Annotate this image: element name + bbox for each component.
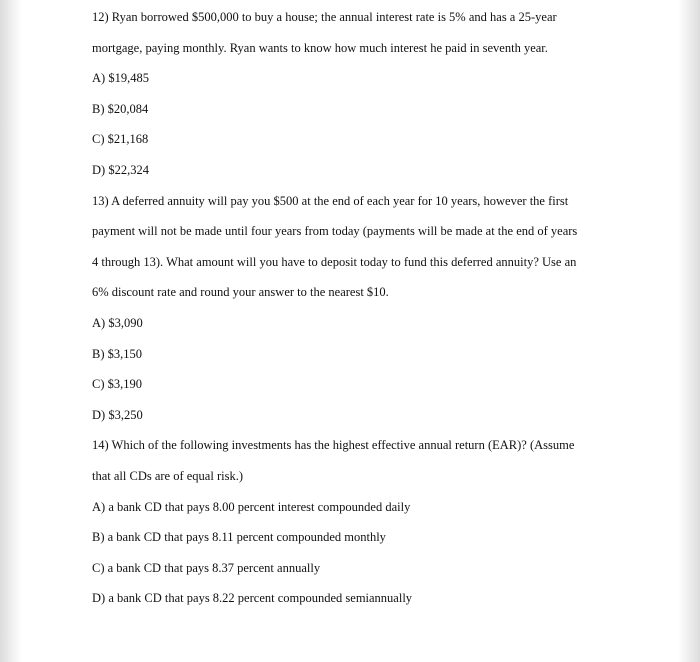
question-13-stem-line-1: 13) A deferred annuity will pay you $500 at the end of each year for 10 years, however the first: [92, 193, 569, 208]
page-right-shadow: [678, 0, 700, 662]
question-14: [92, 430, 652, 614]
question-13-stem-line-4: 6% discount rate and round your answer to the nearest $10.: [92, 285, 389, 300]
page-left-shadow: [0, 0, 22, 662]
question-12: [92, 2, 652, 186]
question-13-stem-line-3: 4 through 13). What amount will you have to deposit today to fund this deferred annuity? Use an: [92, 254, 577, 269]
question-13-option-b: B) $3,150: [92, 346, 142, 361]
question-13: [92, 186, 652, 431]
question-12-option-c: C) $21,168: [92, 132, 149, 147]
document-content: [92, 2, 652, 614]
question-13-stem-line-2: payment will not be made until four years from today (payments will be made at the end of years: [92, 224, 578, 239]
question-13-option-d: D) $3,250: [92, 407, 143, 422]
question-12-option-a: A) $19,485: [92, 71, 149, 86]
question-14-option-b: B) a bank CD that pays 8.11 percent compounded monthly: [92, 530, 386, 545]
question-12-stem-line-2: mortgage, paying monthly. Ryan wants to know how much interest he paid in seventh year.: [92, 40, 548, 55]
question-13-option-c: C) $3,190: [92, 377, 142, 392]
question-12-option-d: D) $22,324: [92, 162, 149, 177]
question-12-stem-line-1: 12) Ryan borrowed $500,000 to buy a house; the annual interest rate is 5% and has a 25-year: [92, 10, 557, 24]
question-14-option-d: D) a bank CD that pays 8.22 percent compounded semiannually: [92, 591, 413, 606]
question-12-option-b: B) $20,084: [92, 101, 149, 116]
question-14-option-c: C) a bank CD that pays 8.37 percent annually: [92, 560, 321, 575]
question-13-option-a: A) $3,090: [92, 315, 143, 330]
question-14-stem-line-1: 14) Which of the following investments has the highest effective annual return (EAR)? (Assume: [92, 438, 575, 453]
question-14-option-a: A) a bank CD that pays 8.00 percent interest compounded daily: [92, 499, 411, 514]
question-14-stem-line-2: that all CDs are of equal risk.): [92, 468, 243, 483]
